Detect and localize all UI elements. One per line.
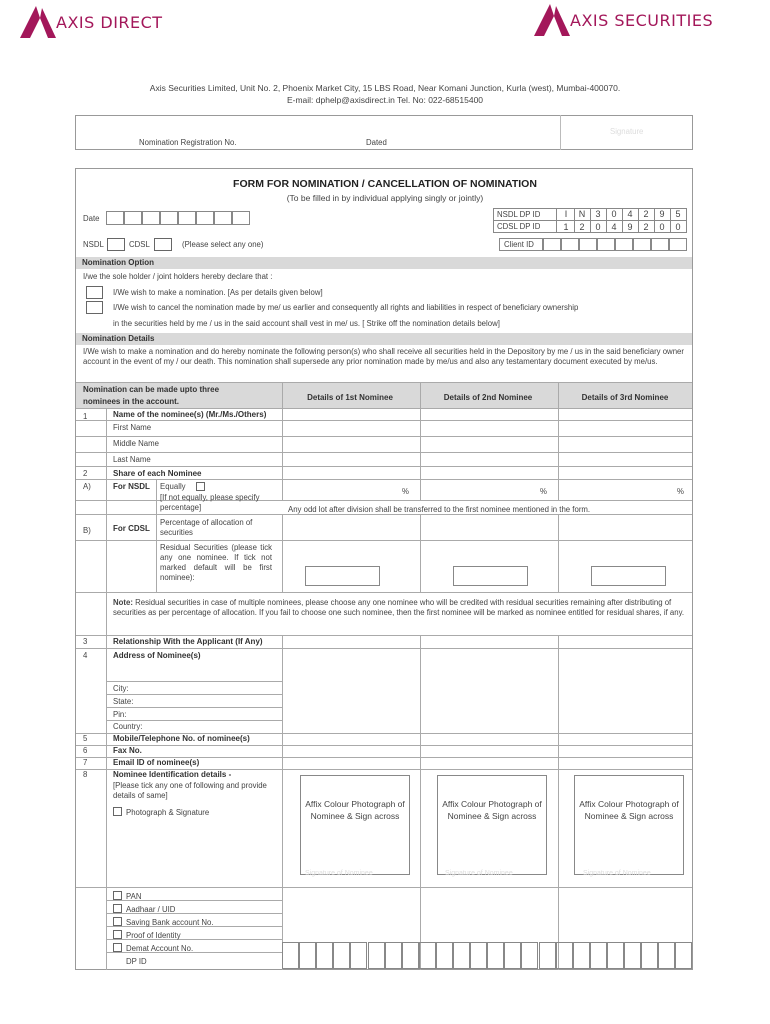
axis-direct-logo	[18, 4, 163, 40]
nsdl-dp-digit: 3	[595, 209, 601, 219]
grid-line	[76, 514, 692, 515]
demat-digit-box[interactable]	[419, 942, 436, 969]
demat-label: Demat Account No.	[126, 944, 194, 953]
nomination-details-heading: Nomination Details	[76, 333, 692, 345]
client-id-label: Client ID	[504, 240, 534, 249]
nominee-signature-hint: Signature of Nominee	[583, 870, 651, 877]
photo-sign-label: Photograph & Signature	[126, 808, 210, 817]
aadhaar-label: Aadhaar / UID	[126, 905, 176, 914]
client-id-digit-box[interactable]	[579, 238, 597, 251]
row-number: 7	[83, 758, 88, 767]
row-number: 2	[83, 469, 88, 478]
client-id-digit-box[interactable]	[615, 238, 633, 251]
for-cdsl-label: For CDSL	[113, 524, 150, 533]
third-nominee-header: Details of 3rd Nominee	[581, 393, 669, 402]
client-id-digit-box[interactable]	[597, 238, 615, 251]
grid-line	[622, 208, 623, 233]
grid-line	[590, 208, 591, 233]
make-nomination-checkbox[interactable]	[86, 286, 103, 299]
dp-id-label: DP ID	[126, 957, 147, 966]
grid-line	[76, 648, 692, 649]
date-digit-box[interactable]	[124, 211, 142, 225]
residual-checkbox-2[interactable]	[453, 566, 528, 586]
demat-digit-box[interactable]	[590, 942, 607, 969]
photo-sign-checkbox[interactable]	[113, 807, 122, 816]
mobile-label: Mobile/Telephone No. of nominee(s)	[113, 734, 250, 743]
demat-digit-box[interactable]	[282, 942, 299, 969]
nominee-signature-hint: Signature of Nominee	[305, 870, 373, 877]
aadhaar-checkbox[interactable]	[113, 904, 122, 913]
company-address	[0, 82, 770, 106]
share-label: Share of each Nominee	[113, 469, 202, 478]
date-digit-box[interactable]	[196, 211, 214, 225]
cdsl-dp-digit: 0	[659, 222, 665, 232]
identification-hint: [Please tick any one of following and provide details of same]	[113, 781, 267, 800]
note-text: Residual securities in case of multiple nominees, please choose any one nominee who will be credited with residual securities remaining after distributing of securities as per percentage of allocation. If you fail to choose one such nominee, then the first nominee will be marked as nominee entitled for residual shares, if any.	[113, 598, 685, 617]
axis-direct-text: AXIS DIRECT	[56, 12, 163, 32]
odd-lot-note: Any odd lot after division shall be transferred to the first nominee mentioned in the form.	[288, 505, 591, 514]
fax-label: Fax No.	[113, 746, 142, 755]
nominee-limit-2: nominees in the account.	[83, 397, 180, 406]
demat-digit-box[interactable]	[333, 942, 350, 969]
proof-identity-label: Proof of Identity	[126, 931, 181, 940]
grid-line	[76, 436, 692, 437]
client-id-digit-box[interactable]	[669, 238, 687, 251]
cdsl-dp-digit: 2	[643, 222, 649, 232]
dated-label: Dated	[366, 138, 387, 147]
pct-nominee-2: %	[540, 487, 547, 496]
residual-note	[113, 598, 689, 618]
date-digit-box[interactable]	[178, 211, 196, 225]
grid-line	[106, 694, 282, 695]
saving-bank-checkbox[interactable]	[113, 917, 122, 926]
grid-line	[76, 408, 692, 409]
grid-line	[106, 681, 282, 682]
row-sub-a: A)	[83, 482, 91, 491]
grid-line	[558, 382, 559, 500]
nomination-declaration: I/We wish to make a nomination and do hereby nominate the following person(s) who shall receive all securities held in the Depository by me / us in the said beneficiary owner account in the event of my / our death. This nomination shall supersede any prior nomination made by me/us and also any testamentary document executed by me/us.	[83, 347, 684, 366]
residual-label: Residual Securities (please tick any one nominee. If tick not marked default will be first nominee):	[160, 543, 272, 582]
first-nominee-header: Details of 1st Nominee	[307, 393, 393, 402]
nsdl-dp-digit: I	[564, 209, 568, 219]
affix-photo-text: Affix Colour Photograph of Nominee & Sign across	[579, 799, 679, 821]
pct-nominee-3: %	[677, 487, 684, 496]
date-digit-box[interactable]	[160, 211, 178, 225]
grid-line	[420, 382, 421, 500]
demat-digit-box[interactable]	[470, 942, 487, 969]
cancel-nomination-text-2: in the securities held by me / us in the said account shall vest in me/ us. [ Strike off the nomination details below]	[113, 319, 500, 328]
nsdl-dp-digit: N	[578, 209, 586, 219]
demat-digit-box[interactable]	[624, 942, 641, 969]
address-label: Address of Nominee(s)	[113, 651, 201, 660]
cancel-nomination-text-1: I/We wish to cancel the nomination made by me/ us earlier and consequently all rights and liabilities in respect of beneficiary ownership	[113, 303, 579, 312]
state-label: State:	[113, 697, 134, 706]
demat-digit-box[interactable]	[350, 942, 367, 969]
for-nsdl-label: For NSDL	[113, 482, 150, 491]
row-number: 4	[83, 651, 88, 660]
nominee-limit-1: Nomination can be made upto three	[83, 385, 220, 394]
email-label: Email ID of nominee(s)	[113, 758, 200, 767]
cdsl-dp-id-label: CDSL DP ID	[497, 222, 541, 231]
grid-line	[76, 592, 692, 593]
date-label: Date	[83, 214, 100, 223]
grid-line	[558, 635, 559, 970]
grid-line	[420, 635, 421, 970]
note-label: Note:	[113, 598, 133, 607]
row-number: 5	[83, 734, 88, 743]
residual-checkbox-1[interactable]	[305, 566, 380, 586]
grid-line	[156, 479, 157, 592]
affix-photo-nominee-3[interactable]	[574, 775, 684, 875]
row-number: 8	[83, 770, 88, 779]
nsdl-label: NSDL	[83, 240, 104, 249]
equally-label: Equally	[160, 482, 186, 491]
pan-checkbox[interactable]	[113, 891, 122, 900]
pan-label: PAN	[126, 892, 142, 901]
cdsl-checkbox[interactable]	[154, 238, 172, 251]
registration-label: Nomination Registration No.	[139, 138, 237, 147]
grid-line	[574, 208, 575, 233]
demat-digit-box[interactable]	[658, 942, 675, 969]
select-one-hint: (Please select any one)	[182, 240, 264, 249]
grid-line	[106, 720, 282, 721]
nsdl-dp-digit: 9	[659, 209, 665, 219]
city-label: City:	[113, 684, 129, 693]
demat-digit-box[interactable]	[504, 942, 521, 969]
affix-photo-text: Affix Colour Photograph of Nominee & Sign across	[305, 799, 405, 821]
cdsl-dp-digit: 0	[595, 222, 601, 232]
demat-digit-box[interactable]	[316, 942, 333, 969]
client-id-digit-box[interactable]	[651, 238, 669, 251]
demat-digit-box[interactable]	[675, 942, 692, 969]
demat-digit-box[interactable]	[385, 942, 402, 969]
grid-line	[106, 707, 282, 708]
cdsl-dp-digit: 2	[579, 222, 585, 232]
demat-digit-box[interactable]	[573, 942, 590, 969]
country-label: Country:	[113, 722, 143, 731]
cdsl-dp-digit: 0	[675, 222, 681, 232]
grid-line	[106, 408, 107, 970]
pct-allocation-label: Percentage of allocation of securities	[160, 518, 253, 537]
demat-digit-box[interactable]	[453, 942, 470, 969]
second-nominee-header: Details of 2nd Nominee	[443, 393, 533, 402]
faded-signature-label: Signature	[610, 127, 644, 136]
demat-digit-box[interactable]	[436, 942, 453, 969]
client-id-digit-box[interactable]	[633, 238, 651, 251]
demat-digit-box[interactable]	[521, 942, 538, 969]
demat-digit-box[interactable]	[641, 942, 658, 969]
nominee-name-label: Name of the nominee(s) (Mr./Ms./Others)	[113, 410, 267, 419]
client-id-digit-box[interactable]	[543, 238, 561, 251]
relationship-label: Relationship With the Applicant (If Any)	[113, 637, 263, 646]
grid-line	[76, 420, 692, 421]
client-id-digit-box[interactable]	[561, 238, 579, 251]
grid-line	[638, 208, 639, 233]
grid-line	[76, 479, 692, 480]
grid-line	[76, 382, 692, 383]
date-digit-box[interactable]	[232, 211, 250, 225]
axis-securities-text: AXIS SECURITIES	[570, 10, 714, 30]
demat-digit-box[interactable]	[556, 942, 573, 969]
grid-line	[76, 745, 692, 746]
row-number: 1	[83, 412, 88, 421]
affix-photo-nominee-1[interactable]	[300, 775, 410, 875]
grid-line	[558, 514, 559, 592]
axis-securities-logo	[532, 2, 713, 38]
date-digit-box[interactable]	[214, 211, 232, 225]
nsdl-dp-id-label: NSDL DP ID	[497, 210, 541, 219]
declaration-intro: I/we the sole holder / joint holders hereby declare that :	[83, 272, 273, 281]
axis-triangle-icon	[532, 2, 572, 38]
demat-digit-box[interactable]	[299, 942, 316, 969]
axis-triangle-icon	[18, 4, 58, 40]
row-sub-b: B)	[83, 526, 91, 535]
middle-name-label: Middle Name	[113, 439, 159, 448]
cancel-nomination-checkbox[interactable]	[86, 301, 103, 314]
form-subtitle: (To be filled in by individual applying singly or jointly)	[286, 193, 484, 203]
first-name-label: First Name	[113, 423, 152, 432]
grid-line	[282, 635, 283, 970]
grid-line	[282, 514, 283, 592]
row-number: 6	[83, 746, 88, 755]
grid-line	[156, 540, 282, 541]
proof-identity-checkbox[interactable]	[113, 930, 122, 939]
nominee-signature-hint: Signature of Nominee	[445, 870, 513, 877]
nsdl-dp-digit: 2	[643, 209, 649, 219]
affix-photo-nominee-2[interactable]	[437, 775, 547, 875]
residual-checkbox-3[interactable]	[591, 566, 666, 586]
grid-line	[76, 466, 692, 467]
pct-nominee-1: %	[402, 487, 409, 496]
demat-digit-box[interactable]	[402, 942, 419, 969]
equally-checkbox[interactable]	[196, 482, 205, 491]
demat-checkbox[interactable]	[113, 943, 122, 952]
nsdl-checkbox[interactable]	[107, 238, 125, 251]
form-title: FORM FOR NOMINATION / CANCELLATION OF NOMINATION	[233, 178, 537, 190]
grid-line	[670, 208, 671, 233]
grid-line	[420, 514, 421, 592]
grid-line	[76, 635, 692, 636]
demat-digit-box[interactable]	[368, 942, 385, 969]
address-line-1: Axis Securities Limited, Unit No. 2, Phoenix Market City, 15 LBS Road, Near Komani Junction, Kurla (west), Mumbai-400070.	[149, 83, 621, 93]
saving-bank-label: Saving Bank account No.	[126, 918, 214, 927]
grid-line	[654, 208, 655, 233]
make-nomination-text: I/We wish to make a nomination. [As per details given below]	[113, 288, 323, 297]
cdsl-dp-digit: 9	[627, 222, 633, 232]
cdsl-dp-digit: 4	[611, 222, 617, 232]
nsdl-dp-digit: 4	[627, 209, 633, 219]
nomination-option-heading: Nomination Option	[76, 257, 692, 269]
cdsl-dp-digit: 1	[563, 222, 569, 232]
demat-digit-box[interactable]	[539, 942, 556, 969]
nsdl-dp-digit: 0	[611, 209, 617, 219]
address-line-2: E-mail: dphelp@axisdirect.in Tel. No: 022-68515400	[286, 95, 484, 105]
nsdl-dp-digit: 5	[675, 209, 681, 219]
last-name-label: Last Name	[113, 455, 151, 464]
pin-label: Pin:	[113, 710, 127, 719]
date-digit-box[interactable]	[142, 211, 160, 225]
date-digit-box[interactable]	[106, 211, 124, 225]
row-number: 3	[83, 637, 88, 646]
affix-photo-text: Affix Colour Photograph of Nominee & Sign across	[442, 799, 542, 821]
not-equal-hint: [If not equally, please specify percentage]	[160, 493, 260, 512]
demat-digit-box[interactable]	[607, 942, 624, 969]
identification-label: Nominee Identification details -	[113, 770, 232, 779]
grid-line	[282, 382, 283, 500]
grid-line	[76, 452, 692, 453]
cdsl-label: CDSL	[129, 240, 150, 249]
grid-line	[76, 887, 692, 888]
grid-line	[606, 208, 607, 233]
demat-digit-box[interactable]	[487, 942, 504, 969]
